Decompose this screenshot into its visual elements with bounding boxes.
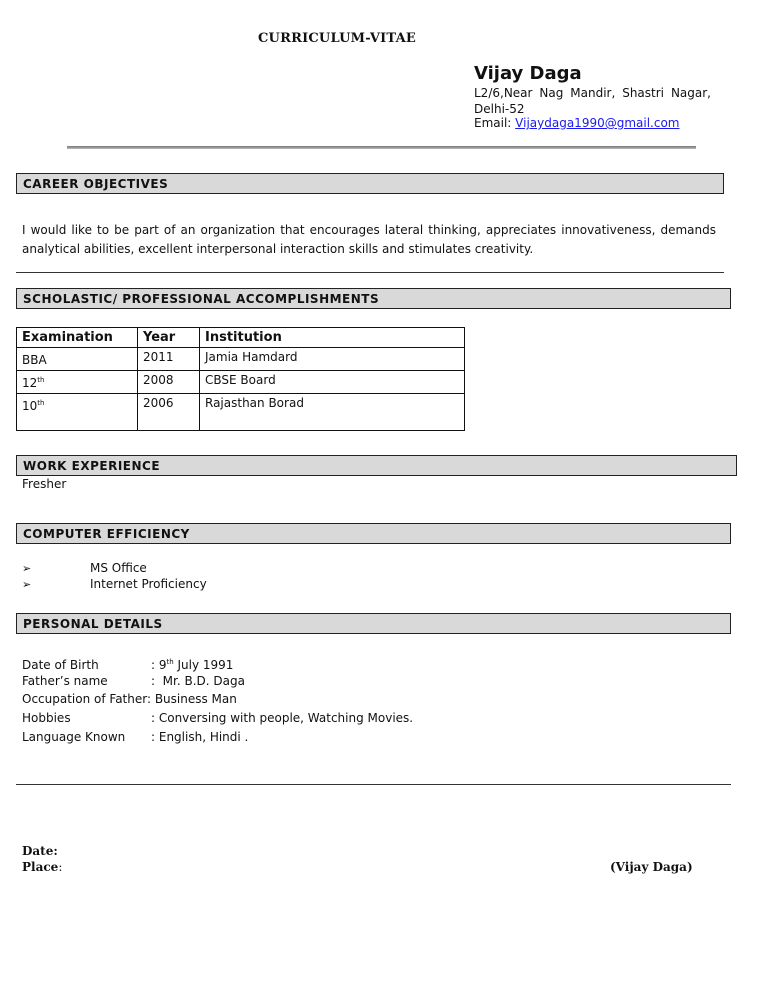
dob-row: Date of Birth : 9th July 1991 bbox=[22, 658, 234, 672]
place-label: Place bbox=[22, 860, 59, 874]
address: L2/6,Near Nag Mandir, Shastri Nagar, Delhi-52 bbox=[474, 86, 711, 116]
personal-details-heading: PERSONAL DETAILS bbox=[16, 613, 731, 634]
cell-exam: 12th bbox=[17, 371, 138, 394]
candidate-name: Vijay Daga bbox=[474, 63, 582, 84]
dob-value: July 1991 bbox=[173, 658, 234, 672]
date-label: Date: bbox=[22, 844, 58, 858]
cell-institution: CBSE Board bbox=[200, 371, 465, 394]
father-value: Mr. B.D. Daga bbox=[162, 674, 245, 688]
email-label: Email: bbox=[474, 116, 512, 130]
list-item-label: MS Office bbox=[90, 561, 147, 575]
cell-year: 2011 bbox=[138, 348, 200, 371]
table-row bbox=[17, 394, 465, 431]
arrow-bullet-icon: ➢ bbox=[22, 562, 32, 575]
footer-divider bbox=[16, 784, 731, 785]
dob-label: Date of Birth bbox=[22, 658, 99, 672]
cell-year: 2006 bbox=[138, 394, 200, 431]
language-row: Language Known : English, Hindi . bbox=[22, 730, 249, 744]
document-title: CURRICULUM-VITAE bbox=[258, 31, 416, 46]
table-row bbox=[17, 371, 465, 394]
hobbies-label: Hobbies bbox=[22, 711, 71, 725]
computer-efficiency-heading: COMPUTER EFFICIENCY bbox=[16, 523, 731, 544]
email-line bbox=[474, 116, 680, 130]
hobbies-row: Hobbies : Conversing with people, Watching Movies. bbox=[22, 711, 414, 725]
career-objectives-heading: CAREER OBJECTIVES bbox=[16, 173, 724, 194]
arrow-bullet-icon: ➢ bbox=[22, 578, 32, 591]
occupation-row: Occupation of Father: Business Man bbox=[22, 692, 237, 706]
email-link[interactable]: Vijaydaga1990@gmail.com bbox=[515, 116, 680, 130]
place-line: Place: bbox=[22, 860, 63, 874]
father-row: Father’s name : Mr. B.D. Daga bbox=[22, 674, 245, 688]
occupation-label: Occupation of Father bbox=[22, 692, 147, 706]
col-year: Year bbox=[138, 328, 200, 348]
list-item bbox=[22, 575, 207, 594]
work-experience-text: Fresher bbox=[22, 477, 67, 491]
language-value: English, Hindi . bbox=[158, 730, 249, 744]
education-table bbox=[16, 327, 465, 431]
table-row bbox=[17, 348, 465, 371]
hobbies-value: Conversing with people, Watching Movies. bbox=[158, 711, 414, 725]
cell-institution: Jamia Hamdard bbox=[200, 348, 465, 371]
header-divider bbox=[67, 146, 696, 149]
cell-institution: Rajasthan Borad bbox=[200, 394, 465, 431]
scholastic-heading: SCHOLASTIC/ PROFESSIONAL ACCOMPLISHMENTS bbox=[16, 288, 731, 309]
col-examination: Examination bbox=[17, 328, 138, 348]
col-institution: Institution bbox=[200, 328, 465, 348]
list-item-label: Internet Proficiency bbox=[90, 577, 207, 591]
cell-exam: BBA bbox=[17, 348, 138, 371]
work-experience-heading: WORK EXPERIENCE bbox=[16, 455, 737, 476]
table-header-row bbox=[17, 328, 465, 348]
father-label: Father’s name bbox=[22, 674, 108, 688]
occupation-value: Business Man bbox=[154, 692, 237, 706]
cell-year: 2008 bbox=[138, 371, 200, 394]
section-divider bbox=[16, 272, 724, 273]
cell-exam: 10th bbox=[17, 394, 138, 431]
language-label: Language Known bbox=[22, 730, 126, 744]
career-objectives-text: I would like to be part of an organization that encourages lateral thinking, appreciates innovativeness, demands analytical abilities, excellent interpersonal interaction skills and stimulates creativity. bbox=[22, 223, 716, 256]
signature: (Vijay Daga) bbox=[610, 860, 693, 874]
